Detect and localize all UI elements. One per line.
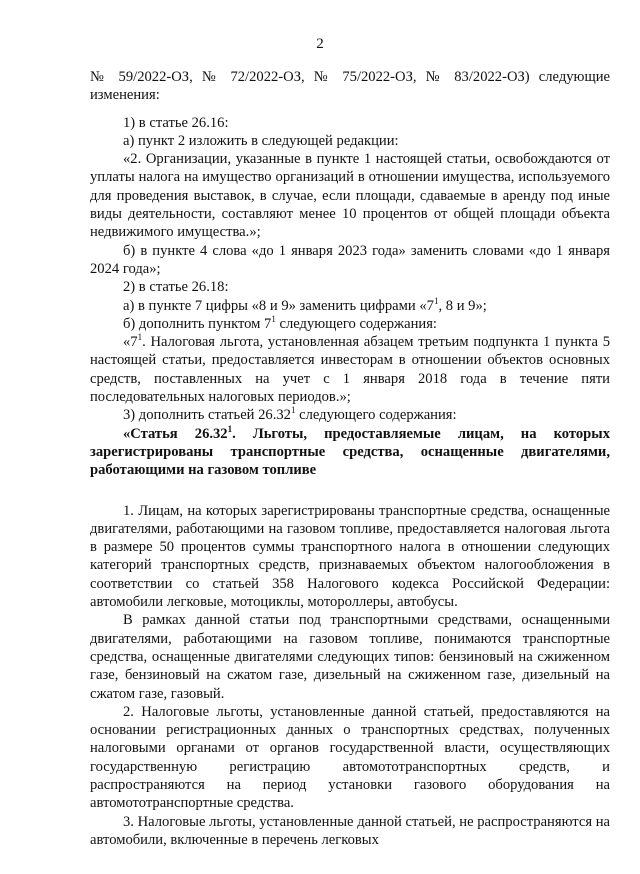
paragraph-1: 1. Лицам, на которых зарегистрированы транспортные средства, оснащенные двигателями, работающими на газовом топливе, предоставляется налоговая льгота в размере 50 процентов суммы транспортного налога в отношении следующих категорий транспортных средств, признаваемых объектом налогообложения в соответствии со статьей 358 Налогового кодекса Российской Федерации: автомобили легковые, мотоциклы, мотороллеры, автобусы. [90, 502, 610, 611]
item-2a: а) в пункте 7 цифры «8 и 9» заменить цифрами «$7^1$, 8 и 9»; [123, 295, 487, 314]
item-1a: а) пункт 2 изложить в следующей редакции: [123, 132, 399, 149]
intro-paragraph: № 59/2022-ОЗ, № 72/2022-ОЗ, № 75/2022-ОЗ, № 83/2022-ОЗ) следующие изменения: [90, 69, 610, 104]
document-body [90, 68, 610, 849]
item-3: 3) дополнить статьей 26.32$^1$ следующего содержания: [123, 405, 457, 424]
article-heading: «Статья 26.32$^1$. Льготы, предоставляемые лицам, на которых зарегистрированы транспортные средства, оснащенные двигателями, работающими на газовом топливе [90, 423, 610, 479]
paragraph-1-b: В рамках данной статьи под транспортными средствами, оснащенными двигателями, работающими на газовом топливе, понимаются транспортные средства, оснащенные двигателями следующих типов: бензиновый на сжиженном газе, бензиновый на сжатом газе, дизельный на сжиженном газе, дизельный на сжатом газе, газовый. [90, 612, 610, 702]
quote-point-2: «2. Организации, указанные в пункте 1 настоящей статьи, освобождаются от уплаты налога на имущество организаций в отношении имущества, используемого для проведения выставок, в случае, если площади, сдаваемые в аренду под иные виды деятельности, составляют менее 10 процентов от общей площади объекта недвижимого имущества.»; [90, 151, 610, 241]
paragraph-3: 3. Налоговые льготы, установленные данной статьей, не распространяются на автомобили, включенные в перечень легковых [90, 813, 610, 848]
page-number: 2 [316, 36, 324, 52]
paragraph-2: 2. Налоговые льготы, установленные данной статьей, предоставляются на основании регистрационных данных о транспортных средствах, полученных налоговыми органами от органов государственной власти, осуществляющих государственную регистрацию автомототранспортных средств, и распространяются на период установки газового оборудования на автомототранспортные средства. [90, 703, 610, 812]
item-1b: б) в пункте 4 слова «до 1 января 2023 года» заменить словами «до 1 января 2024 года»; [90, 242, 610, 277]
item-1: 1) в статье 26.16: [123, 114, 229, 131]
item-2: 2) в статье 26.18: [123, 279, 229, 296]
item-2b: б) дополнить пунктом $7^1$ следующего содержания: [123, 314, 437, 332]
quote-point-7-1: «$7^1$. Налоговая льгота, установленная абзацем третьим подпункта 1 пункта 5 настоящей статьи, предоставляется инвесторам в отношении объектов основных средств, поставленных на учет с 1 января 2018 года в течение пяти последовательных налоговых периодов.»; [90, 332, 610, 406]
